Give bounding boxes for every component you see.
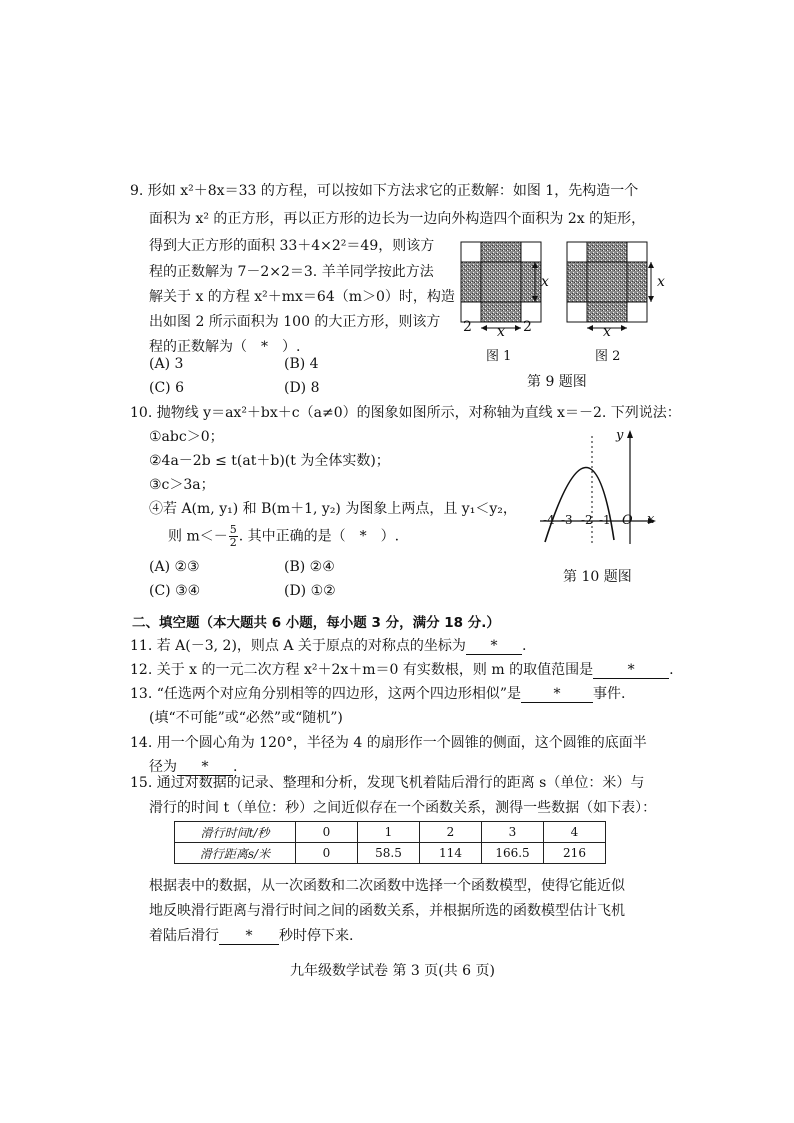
q9-line-6: 出如图 2 所示面积为 100 的大正方形，则该方	[149, 314, 441, 330]
table-cell: 0	[296, 822, 358, 843]
q9-option-a: (A) 3	[149, 356, 184, 372]
q15-line-5	[149, 926, 625, 946]
fig2-caption: 图 2	[595, 349, 621, 364]
q10-option-d: (D) ①②	[284, 583, 336, 599]
q10-tick-neg3: -3	[561, 513, 573, 527]
fig1-bottom-x-label: x	[497, 324, 505, 340]
q15-line-4: 地反映滑行距离与滑行时间之间的函数关系，并根据所选的函数模型估计飞机	[149, 903, 625, 919]
fraction-denominator: 2	[229, 536, 237, 549]
q14-text-2: 径为	[149, 759, 177, 775]
q11-text: 11. 若 A(－3, 2)，则点 A 关于原点的对称点的坐标为	[130, 638, 466, 654]
q15-continued	[149, 876, 625, 946]
q10-tick-neg4: -4	[543, 513, 555, 527]
table-cell: 0	[296, 843, 358, 864]
question-11	[130, 636, 526, 656]
q15-answer-blank[interactable]: *	[219, 928, 279, 945]
q9-option-d: (D) 8	[284, 380, 320, 396]
page-footer: 九年级数学试卷 第 3 页(共 6 页)	[290, 963, 495, 979]
question-13	[130, 684, 625, 704]
fig1-right-label: 2	[523, 319, 532, 335]
q13-end: 事件.	[593, 686, 626, 702]
figure-2	[567, 242, 654, 331]
q12-end: .	[669, 662, 674, 678]
q15-line-3: 根据表中的数据，从一次函数和二次函数中选择一个函数模型，使得它能近似	[149, 878, 625, 894]
q12-text: 12. 关于 x 的一元二次方程 x²＋2x＋m＝0 有实数根，则 m 的取值范围是	[130, 662, 594, 678]
q12-answer-blank[interactable]: *	[593, 662, 669, 679]
section-2-heading: 二、填空题（本大题共 6 小题，每小题 3 分，满分 18 分.）	[132, 615, 500, 631]
q10-options	[149, 557, 399, 607]
q10-s5-post: . 其中正确的是（ * ）.	[238, 528, 400, 545]
q10-x-label: x	[647, 512, 655, 527]
q10-y-label: y	[616, 428, 624, 443]
q15-line-2: 滑行的时间 t（单位：秒）之间近似存在一个函数关系，测得一些数据（如下表）：	[149, 800, 657, 816]
question-15	[130, 773, 656, 818]
table-row	[175, 822, 606, 843]
q10-s5-pre: 则 m＜－	[168, 528, 228, 545]
q10-option-a: (A) ②③	[149, 559, 200, 575]
table-cell: 114	[420, 843, 482, 864]
figure-1	[461, 242, 541, 331]
question-12	[130, 660, 674, 680]
q10-tick-neg1: -1	[599, 513, 611, 527]
fig1-caption: 图 1	[486, 349, 512, 364]
fig2-side-label: x	[657, 274, 665, 290]
question-14	[130, 733, 647, 777]
q11-end: .	[521, 638, 527, 654]
q10-statement-1: ①abc＞0；	[149, 429, 224, 445]
row-header-distance: 滑行距离s/米	[175, 843, 296, 864]
q10-origin-label: O	[622, 513, 633, 528]
q15-line-1: 15. 通过对数据的记录、整理和分析，发现飞机着陆后滑行的距离 s（单位：米）与	[130, 775, 645, 791]
q15-data-table	[174, 821, 606, 864]
q10-statement-5	[168, 524, 399, 549]
table-cell: 4	[544, 822, 606, 843]
q14-end: .	[233, 759, 238, 775]
q14-answer-blank[interactable]: *	[177, 759, 233, 776]
q10-statement-2: ②4a－2b ≤ t(at＋b)(t 为全体实数)；	[149, 453, 390, 469]
table-cell: 3	[482, 822, 544, 843]
q9-line-2: 面积为 x² 的正方形，再以正方形的边长为一边向外构造四个面积为 2x 的矩形，	[149, 211, 646, 227]
table-cell: 216	[544, 843, 606, 864]
q13-answer-blank[interactable]: *	[521, 686, 593, 703]
q9-option-b: (B) 4	[284, 356, 319, 372]
row-header-time: 滑行时间t/秒	[175, 822, 296, 843]
fraction-numerator: 5	[229, 523, 237, 536]
q9-option-c: (C) 6	[149, 380, 184, 396]
q10-option-b: (B) ②④	[284, 559, 335, 575]
table-cell: 58.5	[358, 843, 420, 864]
fig1-side-label: x	[541, 274, 549, 290]
q11-answer-blank[interactable]: *	[466, 638, 522, 655]
fig2-bottom-x-label: x	[603, 324, 611, 340]
q10-line-1: 10. 抛物线 y＝ax²＋bx＋c（a≠0）的图象如图所示，对称轴为直线 x＝－2. 下列说法：	[130, 405, 681, 421]
q9-figure-caption: 第 9 题图	[527, 374, 587, 390]
q10-statement-4: ④若 A(m, y₁) 和 B(m＋1, y₂) 为图象上两点，且 y₁＜y₂，	[149, 501, 517, 517]
table-cell: 1	[358, 822, 420, 843]
q13-text: 13. “任选两个对应角分别相等的四边形，这两个四边形相似”是	[130, 686, 522, 702]
q14-line-1: 14. 用一个圆心角为 120°，半径为 4 的扇形作一个圆锥的侧面，这个圆锥的底面半	[130, 735, 647, 751]
fig1-left-label: 2	[463, 319, 472, 335]
fraction-five-halves	[229, 524, 238, 549]
q9-line-3: 得到大正方形的面积 33＋4×2²＝49，则该方	[149, 238, 435, 254]
q9-options	[149, 354, 399, 404]
q15-text-5: 着陆后滑行	[149, 928, 219, 944]
q9-line-4: 程的正数解为 7－2×2＝3. 羊羊同学按此方法	[149, 264, 434, 280]
q13-hint: (填“不可能”或“必然”或“随机”)	[149, 710, 343, 726]
q9-line-7: 程的正数解为（ * ）.	[149, 339, 301, 355]
q10-graph	[536, 428, 666, 546]
q10-statement-3: ③c＞3a；	[149, 477, 215, 493]
q15-end: 秒时停下来.	[279, 928, 354, 944]
table-cell: 2	[420, 822, 482, 843]
q9-line-1: 9. 形如 x²＋8x＝33 的方程，可以按如下方法求它的正数解：如图 1，先构造一个	[130, 183, 639, 199]
table-row	[175, 843, 606, 864]
q9-line-5: 解关于 x 的方程 x²＋mx＝64（m＞0）时，构造	[149, 289, 455, 305]
q10-figure-caption: 第 10 题图	[563, 569, 632, 585]
table-cell: 166.5	[482, 843, 544, 864]
q10-tick-neg2: -2	[581, 513, 593, 527]
q10-option-c: (C) ③④	[149, 583, 201, 599]
